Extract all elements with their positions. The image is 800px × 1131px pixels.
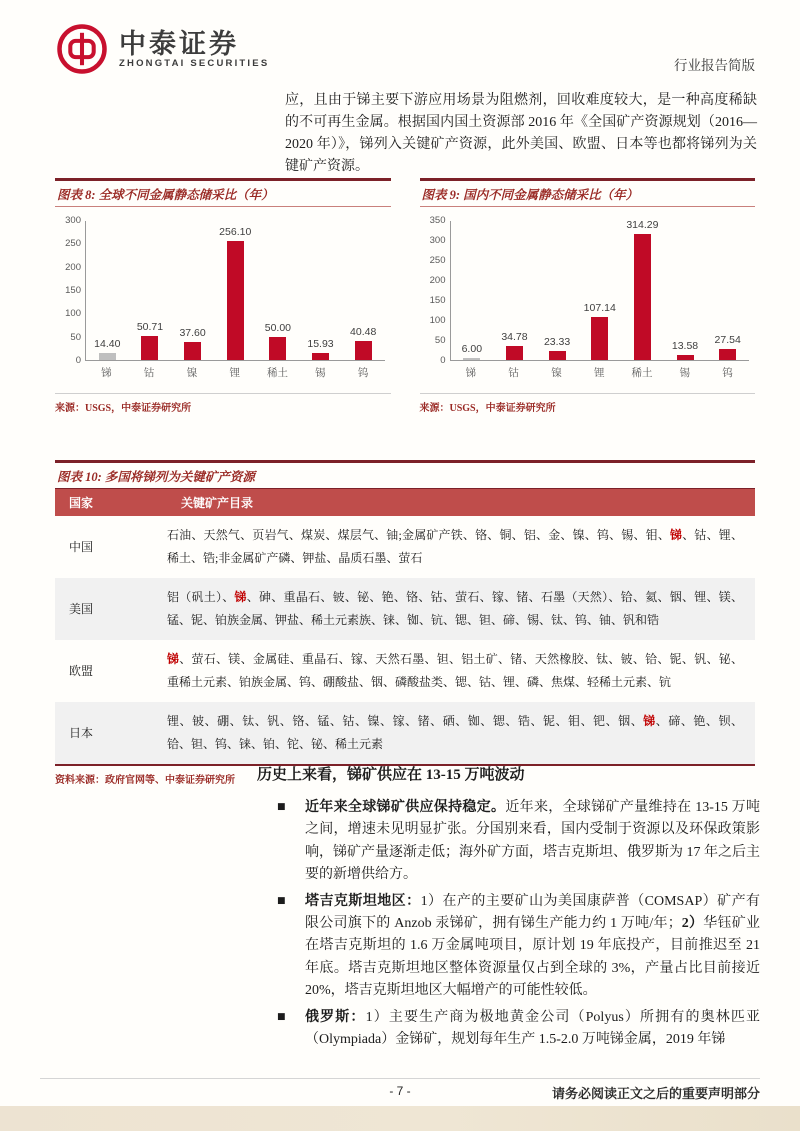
- bar-slot: [129, 221, 172, 360]
- bar-slot: [578, 221, 621, 360]
- bar: [549, 351, 566, 360]
- category-label: 锂: [593, 368, 605, 379]
- minerals-cell: [167, 640, 755, 702]
- page-bottom-edge: [0, 1106, 800, 1131]
- table-header-row: [55, 489, 755, 516]
- country-cell: 美国: [69, 601, 94, 616]
- highlighted-mineral: 锑: [643, 714, 656, 728]
- category-label: 锑: [465, 368, 477, 379]
- category-axis: [85, 361, 385, 380]
- y-tick-label: 200: [65, 261, 81, 273]
- figure-9-title: 图表 9: 国内不同金属静态储采比（年）: [421, 188, 639, 202]
- category-label: 稀土: [267, 368, 289, 379]
- bar-value-label: 15.93: [307, 337, 334, 350]
- bullet-segment: 2）: [681, 916, 704, 932]
- highlighted-mineral: 锑: [234, 590, 247, 604]
- category-label: 钴: [508, 368, 519, 379]
- highlighted-mineral: 锑: [167, 652, 180, 666]
- bar-slot: [171, 221, 214, 360]
- figure-8-title: 图表 8: 全球不同金属静态储采比（年）: [57, 188, 274, 202]
- minerals-text: 铝（矾土）、: [167, 590, 235, 604]
- minerals-text: 锂、铍、硼、钛、钒、铬、锰、钴、镍、镓、锗、硒、铷、锶、锆、铌、钼、钯、铟、: [167, 714, 644, 728]
- figure-9-bar-chart: [420, 207, 756, 380]
- minerals-table-body: [55, 516, 755, 765]
- column-header-minerals: 关键矿产目录: [167, 489, 755, 516]
- y-tick-label: 50: [434, 335, 446, 346]
- bar-value-label: 13.58: [671, 339, 699, 352]
- bar-value-label: 256.10: [219, 225, 252, 238]
- bullet-square-icon: ■: [277, 1011, 286, 1022]
- bar-slot: [299, 221, 342, 360]
- bullet-item: [277, 797, 760, 887]
- bar: [99, 353, 116, 360]
- page-footer: [40, 1078, 760, 1102]
- table-row: [55, 516, 755, 578]
- bar-slot: [86, 221, 129, 360]
- plot: [422, 215, 750, 366]
- table-row: [55, 702, 755, 765]
- bar-value-label: 50.71: [136, 321, 164, 334]
- logo-cn-name: 中泰证券: [119, 28, 239, 59]
- bar-value-label: 40.48: [350, 326, 377, 339]
- bar: [355, 341, 372, 360]
- bullet-text: [305, 891, 760, 1003]
- plot-area: [85, 221, 385, 361]
- category-label: 锑: [101, 368, 112, 379]
- bar: [591, 317, 608, 360]
- minerals-cell: [167, 702, 755, 765]
- bar-value-label: 34.78: [501, 331, 528, 344]
- bar-value-label: 37.60: [179, 327, 206, 340]
- bullet-segment: 华钰矿业在塔吉克斯坦的 1.6 万金属吨项目，原计划 19 年底投产，目前推迟至 21 年底。塔吉克斯坦地区整体资源量仅占到全球的 3%，产量占比目前接近 20%，塔吉克斯坦地区大幅增产的可能性较低。: [305, 916, 761, 999]
- footer-disclaimer: 请务必阅读正文之后的重要声明部分: [551, 1086, 760, 1101]
- figure-10-header: [55, 460, 755, 489]
- y-tick-label: 0: [440, 355, 446, 366]
- figure-9-source: 来源：USGS，中泰证券研究所: [420, 393, 756, 414]
- y-tick-label: 150: [429, 295, 446, 306]
- table-row: [55, 578, 755, 640]
- bullet-segment: 塔吉克斯坦地区：: [305, 893, 421, 909]
- bar: [184, 342, 201, 360]
- bar: [141, 336, 158, 360]
- bar: [677, 355, 694, 360]
- bullet-square-icon: ■: [277, 895, 286, 906]
- figure-8-bar-chart: [55, 207, 391, 380]
- bullet-text: [305, 1007, 760, 1052]
- bar-value-label: 6.00: [461, 342, 483, 355]
- y-tick-label: 50: [70, 331, 81, 343]
- bar-value-label: 23.33: [543, 335, 571, 348]
- section-heading: 历史上来看，锑矿供应在 13-15 万吨波动: [257, 767, 525, 783]
- y-axis: [422, 215, 450, 366]
- bullet-segment: 1）主要生产商为极地黄金公司（Polyus）所拥有的奥林匹亚（Olympiada）金锑矿，规划每年生产 1.5-2.0 万吨锑金属，2019 年锑: [305, 1009, 761, 1048]
- y-tick-label: 0: [75, 355, 81, 366]
- bar-slot: [621, 221, 664, 360]
- country-cell: 欧盟: [69, 663, 94, 678]
- y-tick-label: 100: [429, 315, 446, 326]
- bar-value-label: 27.54: [714, 333, 741, 346]
- intro-paragraph: 应，且由于锑主要下游应用场景为阻燃剂，回收难度较大，是一种高度稀缺的不可再生金属。根据国内国土资源部 2016 年《全国矿产资源规划（2016—2020 年）》，锑列入关键矿产资源，此外美国、欧盟、日本等也都将锑列为关键矿产资源。: [285, 93, 757, 174]
- minerals-text: 、萤石、镁、金属硅、重晶石、镓、天然石墨、钽、铝土矿、锗、天然橡胶、钛、铍、铪、铌、钒、铋、重稀土元素、铂族金属、钨、硼酸盐、铟、磷酸盐类、锶、钴、锂、磷、焦煤、轻稀土元素、钪: [167, 652, 743, 689]
- bar-value-label: 14.40: [94, 338, 121, 351]
- bar-slot: [706, 221, 749, 360]
- bullet-segment: 近年来，全球锑矿产量维持在 13-15 万吨之间，增速未见明显扩张。分国别来看，国内受制于资源以及环保政策影响，锑矿产量逐渐走低；海外矿方面，塔吉克斯坦、俄罗斯为 17 年之后主要的新增供给方。: [305, 800, 760, 883]
- y-axis: [57, 215, 85, 366]
- category-label: 镍: [186, 368, 198, 379]
- country-cell: 中国: [69, 539, 94, 554]
- category-label: 锂: [229, 368, 240, 379]
- page-number: - 7 -: [389, 1084, 411, 1098]
- bullet-item: [277, 1007, 760, 1052]
- y-tick-label: 150: [65, 285, 81, 296]
- bullet-segment: 1）在产的主要矿山为美国康萨普（COMSAP）矿产有限公司旗下的 Anzob 汞锑矿，拥有锑生产能力约 1 万吨/年；: [305, 893, 761, 932]
- bar-slot: [664, 221, 707, 360]
- y-tick-label: 250: [429, 255, 446, 266]
- figure-10: [55, 460, 755, 786]
- plot-area: [450, 221, 750, 361]
- bar: [719, 349, 736, 360]
- category-axis: [450, 361, 750, 380]
- minerals-text: 、碲、铯、钡、铪、钽、钨、铼、铂、铊、铋、稀土元素: [167, 714, 743, 751]
- bar: [506, 346, 523, 360]
- minerals-text: 、钴、锂、稀土、锆;非金属矿产磷、钾盐、晶质石墨、萤石: [167, 528, 743, 565]
- logo-text: [119, 30, 269, 69]
- bullet-text: [305, 797, 760, 887]
- bullet-list: [277, 797, 760, 1055]
- category-label: 钨: [357, 368, 369, 379]
- category-label: 锡: [679, 368, 691, 379]
- report-type-label: 行业报告简版: [674, 58, 755, 73]
- bar-value-label: 314.29: [626, 219, 659, 232]
- bullet-square-icon: ■: [277, 802, 286, 812]
- zhongtai-logo-icon: [55, 22, 109, 76]
- bar-slot: [451, 221, 494, 360]
- bar-slot: [493, 221, 536, 360]
- category-label: 镍: [551, 368, 562, 379]
- category-label: 稀土: [631, 368, 653, 379]
- figure-10-source: 资料来源：政府官网等、中泰证券研究所: [55, 775, 235, 786]
- bar-slot: [257, 221, 300, 360]
- figure-9-header: [420, 178, 756, 207]
- category-label: 锡: [315, 368, 326, 379]
- figure-8-source: 来源：USGS，中泰证券研究所: [55, 393, 391, 414]
- logo-en-name: ZHONGTAI SECURITIES: [119, 57, 270, 69]
- y-tick-label: 100: [65, 308, 81, 320]
- figure-8-header: [55, 178, 391, 207]
- bar: [227, 241, 244, 361]
- bar: [269, 337, 286, 360]
- bar-value-label: 107.14: [583, 302, 616, 315]
- figure-10-title: 图表 10: 多国将锑列为关键矿产资源: [57, 470, 255, 484]
- bar-value-label: 50.00: [264, 321, 292, 334]
- zhongtai-logo: [55, 22, 269, 76]
- bar: [634, 234, 651, 360]
- plot: [57, 215, 385, 366]
- highlighted-mineral: 锑: [670, 528, 683, 542]
- y-tick-label: 350: [429, 215, 446, 226]
- bar: [312, 353, 329, 360]
- table-row: [55, 640, 755, 702]
- minerals-cell: [167, 578, 755, 640]
- figure-8: [55, 178, 391, 414]
- charts-row: [55, 178, 755, 414]
- bar-slot: [214, 221, 257, 360]
- column-header-country: 国家: [55, 489, 167, 516]
- bullet-segment: 近年来全球锑矿供应保持稳定。: [305, 800, 506, 815]
- bullet-item: [277, 891, 760, 1003]
- bar-slot: [536, 221, 579, 360]
- figure-9: [420, 178, 756, 414]
- y-tick-label: 250: [65, 238, 81, 250]
- category-label: 钴: [143, 368, 155, 379]
- category-label: 钨: [722, 368, 733, 379]
- minerals-text: 石油、天然气、页岩气、煤炭、煤层气、铀;金属矿产铁、铬、铜、铝、金、镍、钨、锡、钼、: [167, 528, 671, 542]
- y-tick-label: 200: [429, 275, 446, 286]
- bullet-segment: 俄罗斯：: [305, 1009, 366, 1025]
- minerals-cell: [167, 516, 755, 578]
- bar-slot: [342, 221, 385, 360]
- y-tick-label: 300: [429, 235, 446, 246]
- country-cell: 日本: [69, 725, 94, 740]
- y-tick-label: 300: [65, 215, 81, 226]
- minerals-table: [55, 489, 755, 766]
- bar: [463, 358, 480, 360]
- minerals-text: 、砷、重晶石、铍、铋、铯、铬、钴、萤石、镓、锗、石墨（天然）、铪、氦、铟、锂、镁、锰、铌、铂族金属、钾盐、稀土元素族、铼、铷、钪、锶、钽、碲、锡、钛、钨、铀、钒和锆: [167, 590, 743, 627]
